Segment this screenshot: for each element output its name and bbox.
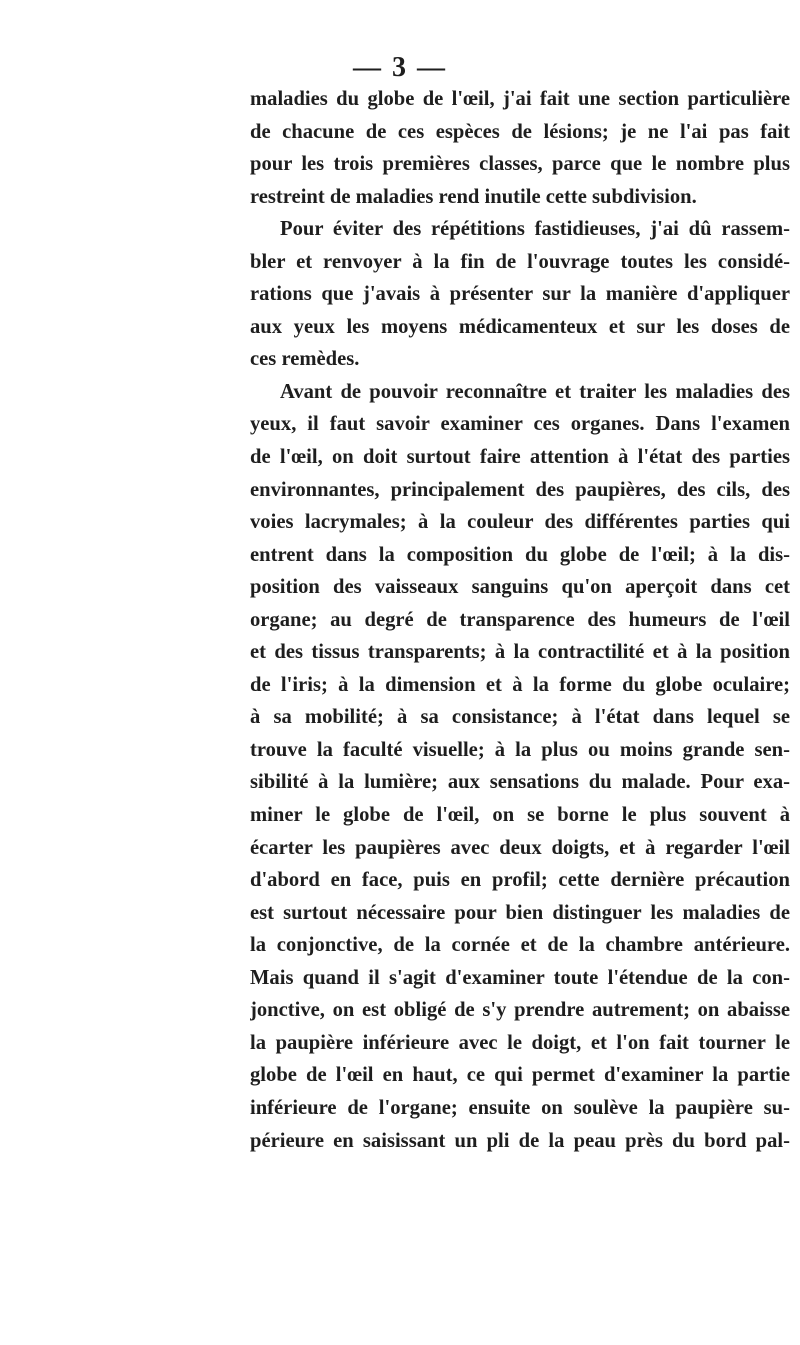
text-line: aux yeux les moyens médicamenteux et sur les doses de [250, 315, 790, 338]
text-line: maladies du globe de l'œil, j'ai fait une section particulière [250, 88, 790, 110]
text-line: de l'iris; à la dimension et à la forme du globe oculaire; [250, 673, 790, 696]
text-line: de chacune de ces espèces de lésions; je ne l'ai pas fait [250, 120, 790, 143]
text-line: rations que j'avais à présenter sur la manière d'appliquer [250, 283, 790, 306]
text-line: écarter les paupières avec deux doigts, et à regarder l'œil [250, 836, 790, 859]
text-line: inférieure de l'organe; ensuite on soulève la paupière su- [250, 1096, 790, 1119]
text-line: à sa mobilité; à sa consistance; à l'état dans lequel se [250, 706, 790, 729]
text-line: pour les trois premières classes, parce que le nombre plus [250, 153, 790, 176]
text-line: restreint de maladies rend inutile cette subdivision. [250, 185, 697, 208]
text-line: de l'œil, on doit surtout faire attention à l'état des parties [250, 446, 790, 469]
text-line: est surtout nécessaire pour bien distinguer les maladies de [250, 901, 790, 924]
text-line: voies lacrymales; à la couleur des différentes parties qui [250, 511, 790, 534]
text-line: Mais quand il s'agit d'examiner toute l'étendue de la con- [250, 966, 790, 989]
text-line: sibilité à la lumière; aux sensations du malade. Pour exa- [250, 771, 790, 794]
text-line: périeure en saisissant un pli de la peau près du bord pal- [250, 1129, 790, 1152]
text-line: Pour éviter des répétitions fastidieuses, j'ai dû rassem- [280, 218, 790, 241]
text-line: trouve la faculté visuelle; à la plus ou moins grande sen- [250, 738, 790, 761]
body-text [250, 83, 790, 1157]
text-line: d'abord en face, puis en profil; cette dernière précaution [250, 869, 790, 892]
text-line: miner le globe de l'œil, on se borne le plus souvent à [250, 804, 790, 827]
text-line: organe; au degré de transparence des humeurs de l'œil [250, 608, 790, 631]
text-line: yeux, il faut savoir examiner ces organes. Dans l'examen [250, 413, 790, 436]
text-line: et des tissus transparents; à la contractilité et à la position [250, 641, 790, 664]
text-line: jonctive, on est obligé de s'y prendre autrement; on abaisse [250, 999, 790, 1022]
text-line: bler et renvoyer à la fin de l'ouvrage toutes les considé- [250, 250, 790, 273]
text-line: Avant de pouvoir reconnaître et traiter les maladies des [280, 380, 790, 403]
text-line: entrent dans la composition du globe de l'œil; à la dis- [250, 543, 790, 566]
page-number: — 3 — [353, 52, 447, 83]
text-line: ces remèdes. [250, 348, 360, 371]
text-line: environnantes, principalement des paupières, des cils, des [250, 478, 790, 501]
text-line: position des vaisseaux sanguins qu'on aperçoit dans cet [250, 576, 790, 599]
text-line: la conjonctive, de la cornée et de la chambre antérieure. [250, 934, 790, 957]
text-line: la paupière inférieure avec le doigt, et l'on fait tourner le [250, 1031, 790, 1054]
text-line: globe de l'œil en haut, ce qui permet d'examiner la partie [250, 1064, 790, 1087]
